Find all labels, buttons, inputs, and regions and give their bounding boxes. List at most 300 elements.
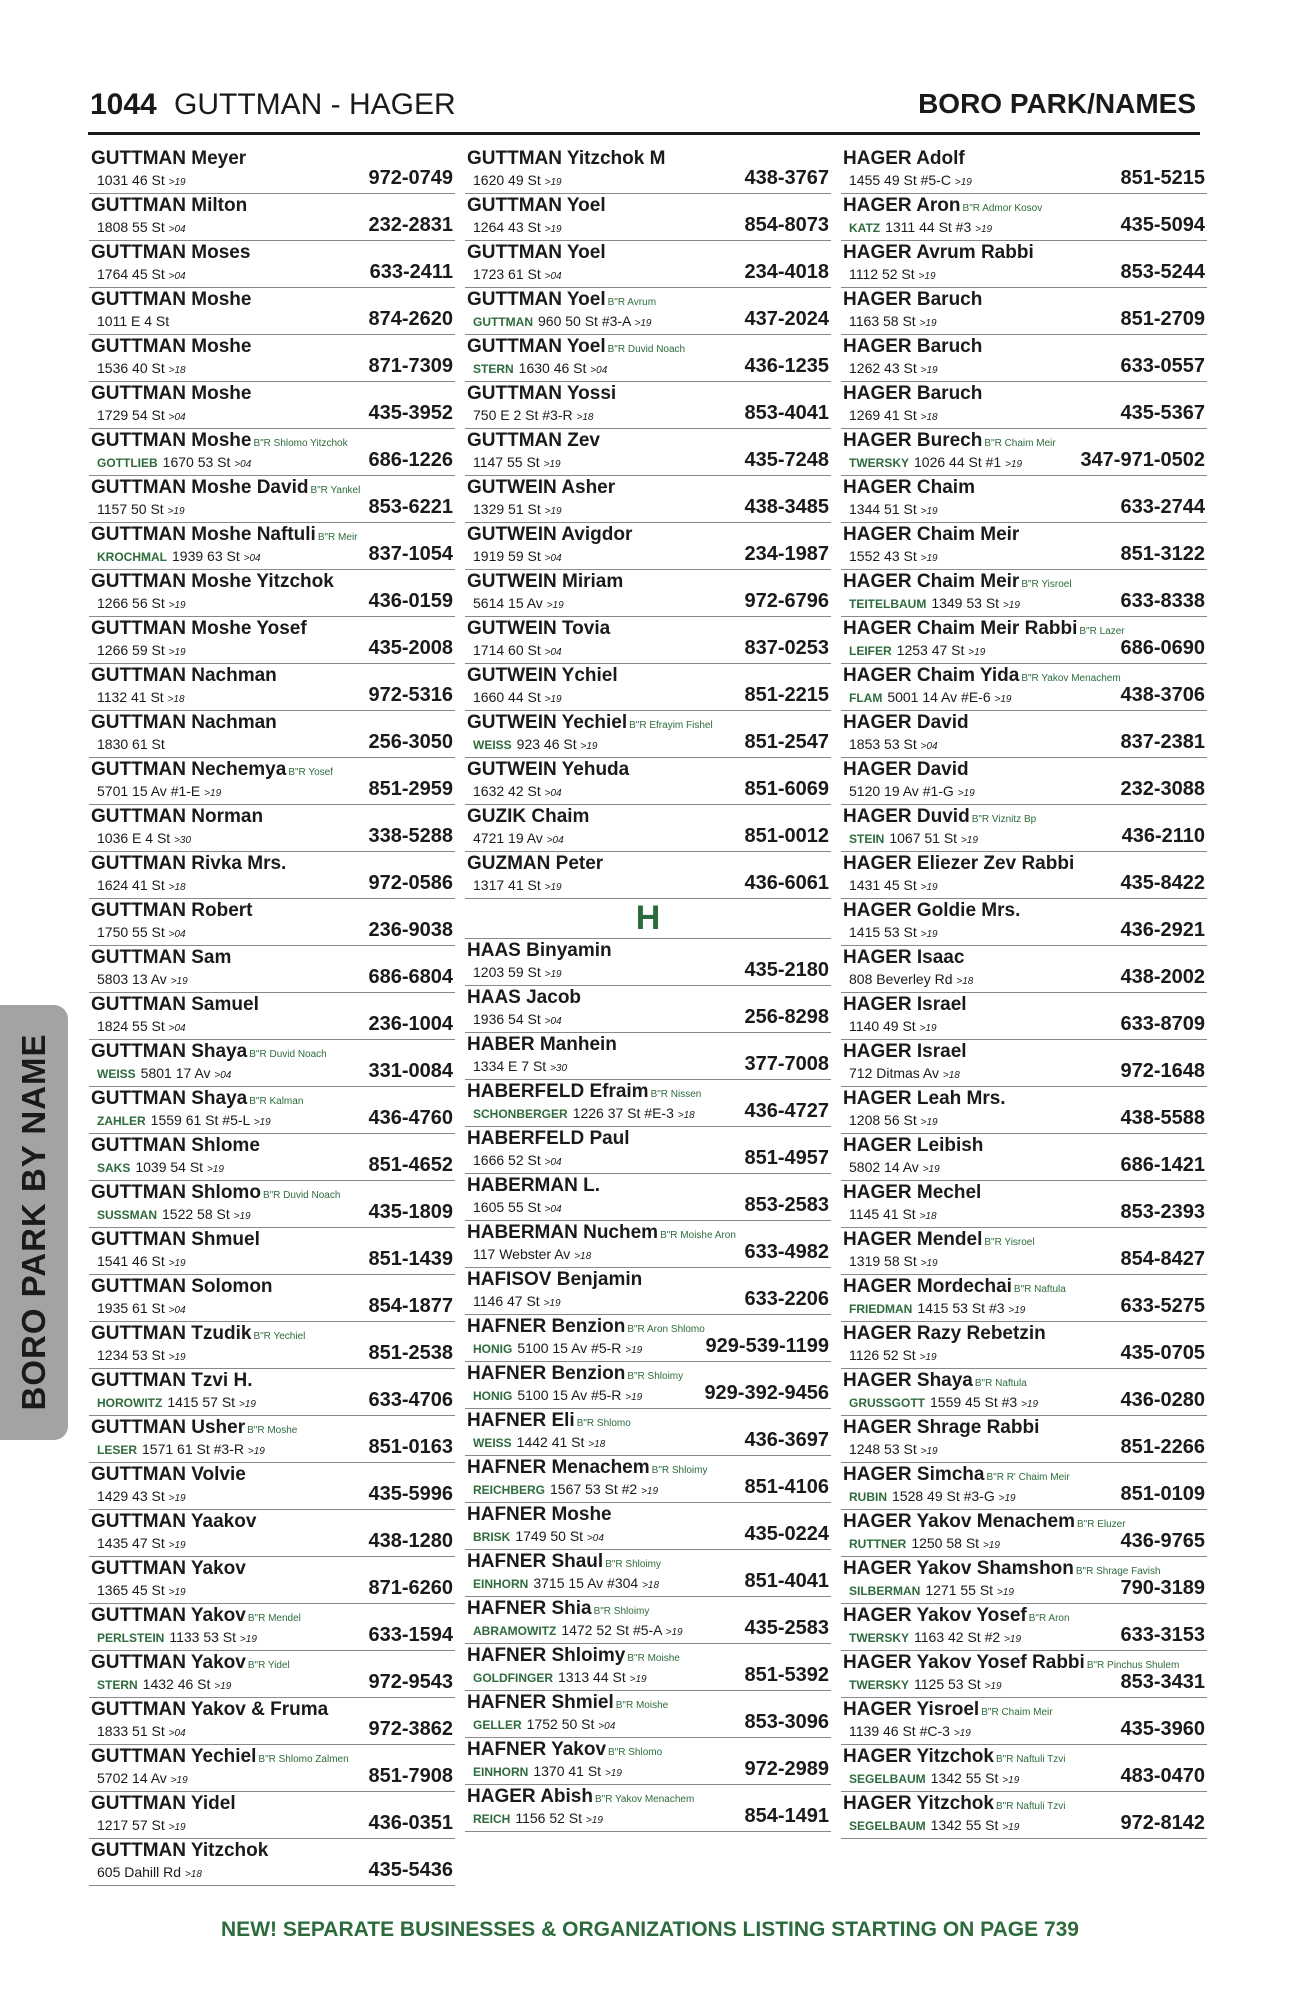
listing-street: 1435 47 St [97, 1535, 165, 1551]
listing-alt-name: SEGELBAUM [849, 1772, 926, 1786]
listing-entry [89, 1416, 455, 1463]
listing-address [97, 1159, 224, 1175]
listing-entry [89, 617, 455, 664]
listing-street: 1415 53 St [849, 924, 917, 940]
listing-entry [89, 1134, 455, 1181]
listing-phone: 633-8709 [1120, 1013, 1205, 1035]
listing-street: 1764 45 St [97, 266, 165, 282]
listing-name [91, 148, 246, 170]
listing-bhr: B"R Naftula [1013, 1284, 1066, 1295]
listing-name-text: GUTWEIN Avigdor [467, 524, 633, 545]
listing-street: 1939 63 St [172, 548, 240, 564]
listing-entry [89, 1322, 455, 1369]
listing-name [843, 1793, 1065, 1815]
listing-name [467, 940, 612, 962]
listing-zip: >18 [168, 365, 186, 376]
listing-phone: 633-1594 [368, 1624, 453, 1646]
listing-address [97, 1112, 271, 1128]
listing-address [97, 1770, 188, 1786]
listing-street: 1234 53 St [97, 1347, 165, 1363]
listing-bhr: B"R Shloimy [605, 1559, 661, 1570]
listing-entry [465, 1033, 831, 1080]
listing-address [97, 736, 165, 752]
listing-address [473, 689, 562, 705]
listing-zip: >19 [253, 1117, 271, 1128]
listing-name [91, 289, 251, 311]
listing-street: 1370 41 St [533, 1763, 602, 1779]
listing-entry [465, 429, 831, 476]
listing-entry [89, 1463, 455, 1510]
listing-street: 1264 43 St [473, 219, 541, 235]
listing-name-text: HAGER Aron [843, 195, 961, 216]
listing-address [97, 1347, 186, 1363]
listing-address [473, 360, 607, 376]
listing-name-text: HAGER Isaac [843, 947, 965, 968]
listing-zip: >19 [982, 1540, 1000, 1551]
listing-zip: >18 [956, 976, 974, 987]
listing-zip: >19 [1002, 1822, 1020, 1833]
listing-entry [89, 1369, 455, 1416]
listing-phone: 851-6069 [744, 778, 829, 800]
listing-zip: >19 [1002, 600, 1020, 611]
listing-name [843, 1464, 1070, 1486]
listing-name [843, 1370, 1027, 1392]
listing-street: 1442 41 St [516, 1434, 585, 1450]
listing-zip: >18 [168, 882, 186, 893]
listing-phone: 854-8073 [744, 214, 829, 236]
listing-zip: >18 [677, 1110, 695, 1121]
listing-zip: >04 [544, 1016, 562, 1027]
listing-name [467, 1692, 668, 1714]
listing-name-text: GUTTMAN Yitzchok M [467, 148, 666, 169]
listing-address [473, 1528, 604, 1544]
listing-address [473, 736, 597, 752]
listing-name-text: GUTTMAN Moses [91, 242, 251, 263]
listing-zip: >19 [604, 1768, 622, 1779]
listing-street: 1147 55 St [473, 454, 540, 470]
listing-entry [465, 1315, 831, 1362]
listing-name-text: HAFNER Menachem [467, 1457, 650, 1478]
listing-name [843, 947, 964, 969]
listing-zip: >04 [234, 459, 252, 470]
listing-phone: 436-9765 [1120, 1530, 1205, 1552]
listing-street: 1132 41 St [97, 689, 164, 705]
listing-name-text: GUTTMAN Sam [91, 947, 232, 968]
listing-phone: 436-0280 [1120, 1389, 1205, 1411]
listing-street: 923 46 St [516, 736, 577, 752]
listing-name-text: HAGER Chaim Meir Rabbi [843, 618, 1078, 639]
listing-name-text: HAFNER Eli [467, 1410, 575, 1431]
listing-name-text: GUTTMAN Shmuel [91, 1229, 260, 1250]
listing-name-text: HAGER Abish [467, 1786, 593, 1807]
listing-phone: 435-0705 [1120, 1342, 1205, 1364]
listing-street: 3715 15 Av #304 [533, 1575, 639, 1591]
listing-address [849, 736, 938, 752]
listing-entry [841, 147, 1207, 194]
listing-address [473, 313, 652, 329]
listing-entry [841, 1275, 1207, 1322]
listing-address [849, 1253, 938, 1269]
listing-alt-name: TEITELBAUM [849, 597, 927, 611]
listing-zip: >19 [920, 1117, 938, 1128]
listing-name [467, 195, 606, 217]
listing-zip: >19 [546, 600, 564, 611]
listing-name-text: GUTTMAN Solomon [91, 1276, 273, 1297]
listing-name [843, 1088, 1006, 1110]
listing-street: 1571 61 St #3-R [142, 1441, 244, 1457]
listing-street: 5120 19 Av #1-G [849, 783, 954, 799]
listing-street: 5702 14 Av [97, 1770, 167, 1786]
listing-entry [89, 194, 455, 241]
listing-address [97, 454, 251, 470]
listing-alt-name: HONIG [473, 1342, 513, 1356]
listing-entry [89, 758, 455, 805]
listing-phone: 435-3952 [368, 402, 453, 424]
listing-street: 1313 44 St [558, 1669, 626, 1685]
listing-entry [841, 1557, 1207, 1604]
listing-name-text: GUTTMAN Nachman [91, 665, 277, 686]
listing-name-text: GUTTMAN Moshe [91, 383, 252, 404]
listing-entry [841, 1322, 1207, 1369]
listing-address [849, 1441, 938, 1457]
listing-zip: >19 [953, 1728, 971, 1739]
listing-street: 5100 15 Av #5-R [517, 1340, 622, 1356]
listing-street: 750 E 2 St #3-R [473, 407, 573, 423]
listing-zip: >04 [920, 741, 938, 752]
listing-street: 1329 51 St [473, 501, 541, 517]
listing-address [849, 783, 975, 799]
listing-name-text: GUTTMAN Moshe Naftuli [91, 524, 316, 545]
listing-phone: 853-2393 [1120, 1201, 1205, 1223]
listing-address [473, 501, 562, 517]
listing-zip: >19 [543, 459, 561, 470]
listing-address [97, 689, 185, 705]
listing-zip: >19 [975, 224, 993, 235]
listing-phone: 851-5215 [1120, 167, 1205, 189]
listing-zip: >19 [919, 318, 937, 329]
listing-address [473, 172, 562, 188]
listing-name-text: HAGER Duvid [843, 806, 970, 827]
listing-alt-name: TWERSKY [849, 1678, 909, 1692]
listing-address [849, 1582, 1014, 1598]
listing-name-text: HABERMAN L. [467, 1175, 600, 1196]
listing-zip: >19 [629, 1674, 647, 1685]
listing-zip: >19 [998, 1493, 1016, 1504]
listing-name-text: GUZMAN Peter [467, 853, 604, 874]
listing-entry [89, 1698, 455, 1745]
listing-name-text: GUTTMAN Nechemya [91, 759, 287, 780]
listing-address [97, 407, 186, 423]
listing-name [843, 477, 975, 499]
listing-phone: 234-4018 [744, 261, 829, 283]
listing-name-text: GUTTMAN Usher [91, 1417, 246, 1438]
listing-zip: >19 [957, 788, 975, 799]
listing-phone: 871-7309 [368, 355, 453, 377]
listing-name-text: HAGER Baruch [843, 289, 983, 310]
listing-bhr: B"R Mendel [247, 1613, 301, 1624]
listing-street: 1431 45 St [849, 877, 917, 893]
listing-bhr: B"R Duvid Noach [249, 1049, 327, 1060]
listing-phone: 438-2002 [1120, 966, 1205, 988]
listing-address [473, 964, 562, 980]
listing-name-text: HAGER Chaim Meir [843, 571, 1020, 592]
listing-address [97, 1817, 186, 1833]
listing-address [97, 1535, 186, 1551]
listing-name-text: HAFNER Benzion [467, 1316, 626, 1337]
listing-zip: >19 [625, 1392, 643, 1403]
listing-name [467, 987, 581, 1009]
listing-address [97, 1300, 186, 1316]
listing-entry [89, 288, 455, 335]
listing-alt-name: RUTTNER [849, 1537, 907, 1551]
listing-bhr: B"R Chaim Meir [981, 1707, 1053, 1718]
listing-alt-name: PERLSTEIN [97, 1631, 165, 1645]
listing-entry [465, 1550, 831, 1597]
listing-zip: >19 [1005, 459, 1023, 470]
listing-entry [465, 852, 831, 899]
listing-alt-name: GOLDFINGER [473, 1671, 553, 1685]
listing-phone: 853-4041 [744, 402, 829, 424]
listing-name-text: GUTTMAN Moshe David [91, 477, 309, 498]
listing-entry [465, 1503, 831, 1550]
listing-name-text: GUTTMAN Shaya [91, 1088, 248, 1109]
listing-zip: >19 [543, 1298, 561, 1309]
listing-zip: >04 [168, 1023, 186, 1034]
listing-bhr: B"R Shlomo Zalmen [258, 1754, 349, 1765]
listing-name [467, 1269, 642, 1291]
listing-address [473, 877, 562, 893]
listing-street: 5803 13 Av [97, 971, 167, 987]
listing-name [91, 618, 307, 640]
listing-street: 1334 E 7 St [473, 1058, 547, 1074]
listing-phone: 686-1421 [1120, 1154, 1205, 1176]
listing-name-text: GUTWEIN Asher [467, 477, 616, 498]
listing-address [473, 1105, 695, 1121]
listing-zip: >19 [168, 1352, 186, 1363]
listing-phone: 633-5275 [1120, 1295, 1205, 1317]
listing-street: 712 Ditmas Av [849, 1065, 940, 1081]
listing-address [473, 830, 564, 846]
listing-phone: 851-3122 [1120, 543, 1205, 565]
listing-zip: >18 [942, 1070, 960, 1081]
listing-phone: 972-3862 [368, 1718, 453, 1740]
listing-bhr: B"R Aron [1028, 1613, 1070, 1624]
listing-name [91, 1135, 260, 1157]
listing-name [91, 1793, 236, 1815]
listing-address [473, 1387, 642, 1403]
listing-alt-name: EINHORN [473, 1765, 529, 1779]
listing-entry [841, 1087, 1207, 1134]
listing-phone: 436-2921 [1120, 919, 1205, 941]
listing-phone: 436-0159 [368, 590, 453, 612]
listing-entry [841, 288, 1207, 335]
listing-entry [465, 241, 831, 288]
listing-name-text: HAFNER Shloimy [467, 1645, 626, 1666]
listing-name [843, 1605, 1070, 1627]
listing-entry [841, 523, 1207, 570]
listing-bhr: B"R Shloimy [627, 1371, 684, 1382]
listing-phone: 837-1054 [368, 543, 453, 565]
listing-bhr: B"R Shlomo Yitzchok [253, 438, 348, 449]
listing-address [473, 1152, 562, 1168]
listing-zip: >19 [984, 1681, 1002, 1692]
listing-name [91, 336, 251, 358]
listing-name [843, 383, 982, 405]
listing-name [843, 1558, 1161, 1580]
listing-name-text: GUZIK Chaim [467, 806, 590, 827]
listing-street: 1266 59 St [97, 642, 165, 658]
listing-name-text: HAGER Burech [843, 430, 983, 451]
listing-name [467, 1128, 630, 1150]
listing-zip: >19 [1004, 1634, 1022, 1645]
listing-phone: 438-3767 [744, 167, 829, 189]
listing-entry [89, 1510, 455, 1557]
listing-entry [841, 1369, 1207, 1416]
listing-entry [89, 1181, 455, 1228]
listing-name [91, 712, 277, 734]
listing-bhr: B"R Yakov Menachem [594, 1794, 695, 1805]
listing-entry [841, 241, 1207, 288]
listing-address [97, 830, 191, 846]
listing-phone: 633-3153 [1120, 1624, 1205, 1646]
listing-phone: 837-0253 [744, 637, 829, 659]
listing-name [467, 430, 600, 452]
listing-street: 1248 53 St [849, 1441, 917, 1457]
listing-address [97, 1723, 186, 1739]
listing-name [91, 1511, 256, 1533]
listing-bhr: B"R Yisroel [1021, 579, 1072, 590]
listing-entry [89, 946, 455, 993]
listing-zip: >18 [184, 1869, 202, 1880]
listing-street: 1919 59 St [473, 548, 541, 564]
listing-phone: 929-539-1199 [705, 1335, 829, 1357]
listing-entry [841, 1228, 1207, 1275]
listing-name-text: HAFNER Shaul [467, 1551, 604, 1572]
listing-address [97, 548, 261, 564]
listing-street: 1036 E 4 St [97, 830, 171, 846]
listing-phone: 338-5288 [368, 825, 453, 847]
listing-bhr: B"R Shloimy [593, 1606, 650, 1617]
listing-zip: >19 [204, 788, 222, 799]
listing-name-text: GUTTMAN Yoel [467, 195, 606, 216]
listing-name [91, 994, 259, 1016]
listing-street: 117 Webster Av [473, 1246, 571, 1262]
listing-address [97, 783, 221, 799]
listing-phone: 435-5367 [1120, 402, 1205, 424]
listing-name [843, 853, 1074, 875]
listing-street: 1552 43 St [849, 548, 917, 564]
listing-entry [465, 617, 831, 664]
listing-zip: >19 [214, 1681, 232, 1692]
listing-name-text: HAGER Shrage Rabbi [843, 1417, 1040, 1438]
listing-address [849, 1676, 1002, 1692]
listing-name-text: HAGER Yitzchok [843, 1746, 994, 1767]
listing-address [849, 360, 938, 376]
listing-alt-name: TWERSKY [849, 456, 909, 470]
listing-street: 1714 60 St [473, 642, 541, 658]
listing-zip: >04 [544, 271, 562, 282]
listing-alt-name: GUTTMAN [473, 315, 533, 329]
listing-street: 5801 17 Av [140, 1065, 211, 1081]
listing-name-text: GUTTMAN Yossi [467, 383, 617, 404]
listing-name [91, 383, 251, 405]
listing-name [467, 1504, 612, 1526]
listing-phone: 972-6796 [744, 590, 829, 612]
listing-entry [841, 1181, 1207, 1228]
listing-entry [465, 986, 831, 1033]
listing-entry [89, 805, 455, 852]
listing-entry [465, 570, 831, 617]
listing-street: 1605 55 St [473, 1199, 541, 1215]
listing-street: 1269 41 St [849, 407, 917, 423]
listing-name-text: GUTTMAN Volvie [91, 1464, 246, 1485]
listing-alt-name: FLAM [849, 691, 883, 705]
listing-street: 1344 51 St [849, 501, 917, 517]
listing-alt-name: STERN [473, 362, 514, 376]
name-range: GUTTMAN - HAGER [174, 88, 456, 121]
page-number: 1044 [90, 88, 157, 121]
listing-entry [89, 1087, 455, 1134]
listing-phone: 633-0557 [1120, 355, 1205, 377]
listing-name-text: GUTTMAN Yakov [91, 1652, 246, 1673]
listing-address [849, 595, 1020, 611]
listing-name-text: GUTTMAN Yaakov [91, 1511, 257, 1532]
listing-entry [841, 758, 1207, 805]
listing-street: 1271 55 St [925, 1582, 994, 1598]
listing-zip: >19 [239, 1634, 257, 1645]
listing-phone: 438-1280 [368, 1530, 453, 1552]
listing-zip: >19 [919, 1352, 937, 1363]
listing-street: 1472 52 St #5-A [561, 1622, 662, 1638]
page-header [88, 82, 1200, 135]
listing-phone: 853-2583 [744, 1194, 829, 1216]
listing-name-text: HAFISOV Benjamin [467, 1269, 643, 1290]
listing-phone: 874-2620 [368, 308, 453, 330]
listing-name [467, 1457, 707, 1479]
listing-entry [465, 382, 831, 429]
listing-entry [89, 899, 455, 946]
listing-address [473, 219, 562, 235]
listing-zip: >04 [544, 553, 562, 564]
listing-address [849, 830, 978, 846]
listing-phone: 633-2206 [744, 1288, 829, 1310]
listing-street: 1522 58 St [162, 1206, 230, 1222]
listing-entry [841, 664, 1207, 711]
listing-name [467, 477, 615, 499]
listing-phone: 851-2538 [368, 1342, 453, 1364]
listing-zip: >04 [168, 271, 186, 282]
listing-zip: >19 [544, 177, 562, 188]
listing-name [91, 665, 277, 687]
listing-street: 1217 57 St [97, 1817, 165, 1833]
listing-alt-name: BRISK [473, 1530, 511, 1544]
listing-zip: >19 [920, 882, 938, 893]
listing-name [467, 571, 623, 593]
listing-name [91, 1276, 273, 1298]
listing-address [97, 1253, 186, 1269]
listing-entry [841, 852, 1207, 899]
listing-bhr: B"R Moishe Aron [660, 1230, 736, 1241]
listing-name-text: HAGER Yakov Menachem [843, 1511, 1075, 1532]
listing-street: 960 50 St #3-A [538, 313, 631, 329]
listing-address [849, 1394, 1038, 1410]
listing-bhr: B"R Viznitz Bp [971, 814, 1037, 825]
listing-zip: >19 [206, 1164, 224, 1175]
listing-phone: 972-9543 [368, 1671, 453, 1693]
listing-name [843, 1182, 981, 1204]
listing-street: 1666 52 St [473, 1152, 541, 1168]
listing-name-text: HAGER Razy Rebetzin [843, 1323, 1046, 1344]
